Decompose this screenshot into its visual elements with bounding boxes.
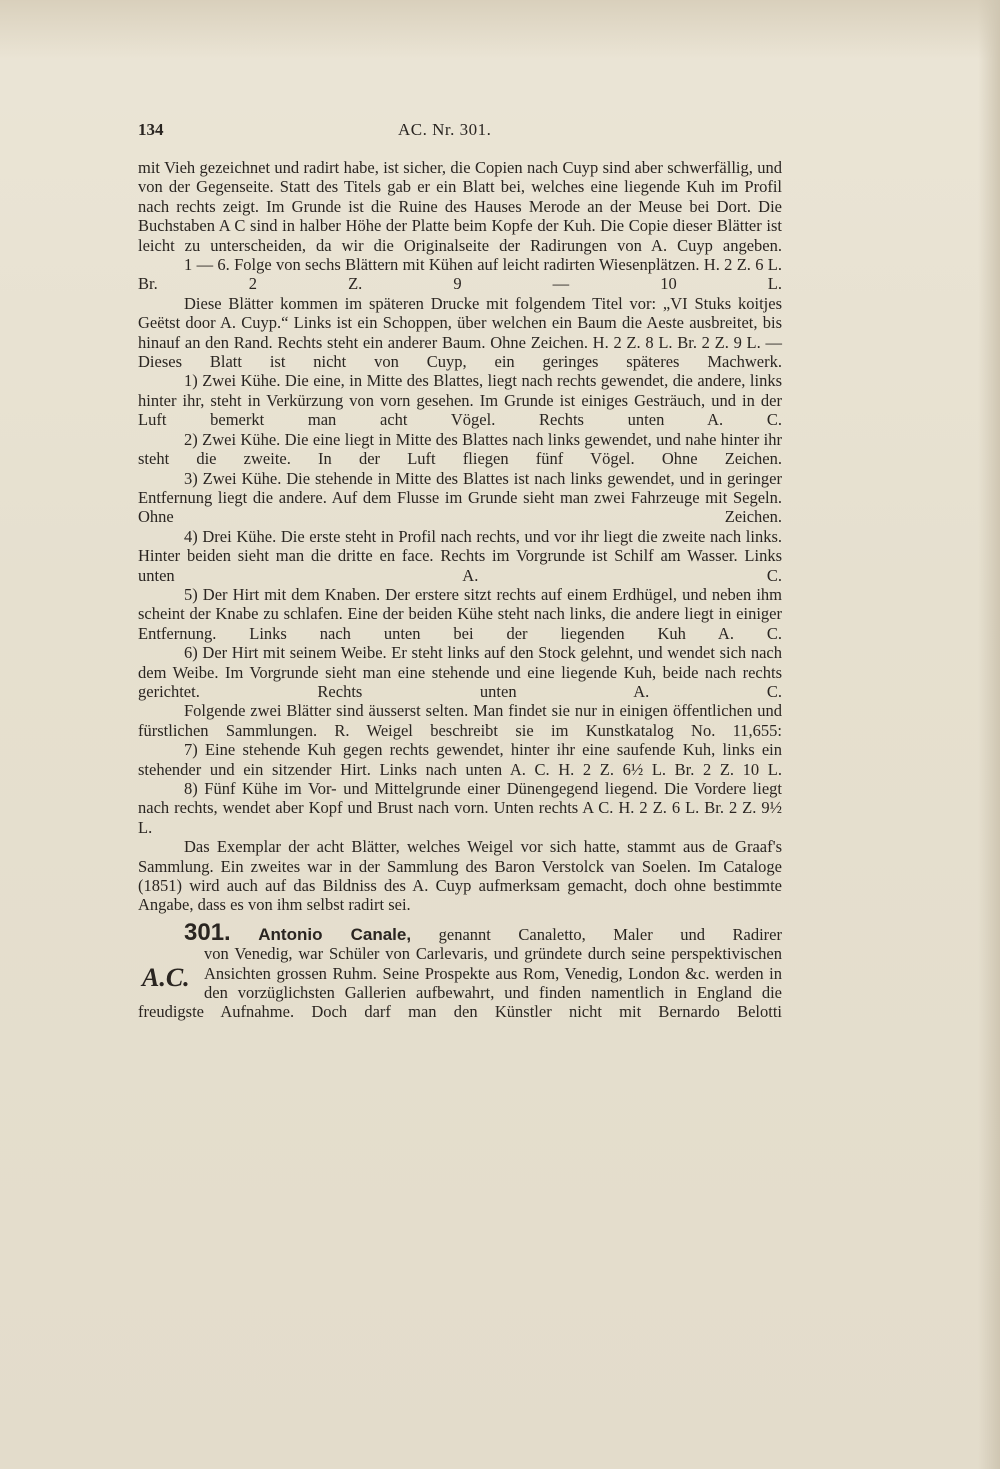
paragraph: 5) Der Hirt mit dem Knaben. Der erstere sitzt rechts auf einem Erdhügel, und neben ihm scheint der Knabe zu schlafen. Eine der beiden Kühe steht nach links, die andere liegt in einiger Entfernung. Links nach unten bei der liegenden Kuh A. C. — [138, 584, 782, 643]
paragraph: 3) Zwei Kühe. Die stehende in Mitte des Blattes ist nach links gewendet, und in geringer Entfernung liegt die andere. Auf dem Flusse im Grunde sieht man zwei Fahrzeuge mit Segeln. Ohne Zeichen. — [138, 468, 782, 527]
paragraph: 7) Eine stehende Kuh gegen rechts gewendet, hinter ihr eine saufende Kuh, links ein stehender und ein sitzender Hirt. Links nach unten A. C. H. 2 Z. 6½ L. Br. 2 Z. 10 L. — [138, 740, 782, 779]
page-number: 134 — [138, 120, 164, 139]
entry-301 — [138, 918, 782, 1022]
paragraph: 2) Zwei Kühe. Die eine liegt in Mitte des Blattes nach links gewendet, und nahe hinter ihr steht die zweite. In der Luft fliegen fünf Vögel. Ohne Zeichen. — [138, 429, 782, 469]
running-head: AC. Nr. 301. — [398, 120, 492, 139]
entry-name: Antonio Canale, — [258, 924, 412, 944]
paragraph: 1) Zwei Kühe. Die eine, in Mitte des Blattes, liegt nach rechts gewendet, die andere, links hinter ihr, steht in Verkürzung von vorn gesehen. Im Grunde ist einiges Gesträuch, und in der Luft bemerkt man acht Vögel. Rechts unten A. C. — [138, 371, 782, 430]
paragraph: Diese Blätter kommen im späteren Drucke mit folgendem Titel vor: „VI Stuks koitjes Geëtst door A. Cuyp.“ Links ist ein Schoppen, über welchen ein Baum die Aeste ausbreitet, bis hinauf an den Rand. Rechts steht ein anderer Baum. Ohne Zeichen. H. 2 Z. 8 L. Br. 2 Z. 9 L. — Dieses Blatt ist nicht von Cuyp, ein geringes späteres Machwerk. — [138, 293, 782, 372]
scan-shadow-top — [0, 0, 1000, 60]
entry-heading — [138, 918, 782, 946]
body-text — [138, 158, 782, 1022]
paragraph: Das Exemplar der acht Blätter, welches Weigel vor sich hatte, stammt aus de Graaf's Sammlung. Ein zweites war in der Sammlung des Baron Verstolck van Soelen. Im Cataloge (1851) wird auch auf das Bildniss des A. Cuyp aufmerksam gemacht, doch ohne bestimmte Angabe, dass es von ihm selbst radirt sei. — [138, 837, 782, 915]
entry-body: von Venedig, war Schüler von Carlevaris, und gründete durch seine perspektivischen Ansichten grossen Ruhm. Seine Prospekte aus Rom, Venedig, London &c. werden in den vorzüglichsten Gallerien aufbewahrt, und finden namentlich in England die freudigste Aufnahme. Doch darf man den Künstler nicht mit Bernardo Belotti — [138, 944, 782, 1022]
paragraph: Folgende zwei Blätter sind äusserst selten. Man findet sie nur in einigen öffentlichen und fürstlichen Sammlungen. R. Weigel beschreibt sie im Kunstkatalog No. 11,655: — [138, 701, 782, 740]
entry-first-line: genannt Canaletto, Maler und Radirer — [438, 924, 782, 944]
paragraph: mit Vieh gezeichnet und radirt habe, ist sicher, die Copien nach Cuyp sind aber schwerfällig, und von der Gegenseite. Statt des Titels gab er ein Blatt bei, welches eine liegende Kuh im Profil nach rechts zeigt. Im Grunde ist die Ruine des Hauses Merode an der Meuse bei Dort. Die Buchstaben A C sind in halber Höhe der Platte beim Kopfe der Kuh. Die Copie dieser Blätter ist leicht zu unterscheiden, da wir die Originalseite der Radirungen von A. Cuyp angeben. — [138, 158, 782, 255]
paragraph: 4) Drei Kühe. Die erste steht in Profil nach rechts, und vor ihr liegt die zweite nach links. Hinter beiden sieht man die dritte en face. Rechts im Vorgrunde ist Schilf am Wasser. Links unten A. C. — [138, 526, 782, 585]
entry-number: 301. — [184, 918, 231, 946]
monogram: A.C. — [142, 963, 190, 993]
paragraph: 8) Fünf Kühe im Vor- und Mittelgrunde einer Dünengegend liegend. Die Vordere liegt nach rechts, wendet aber Kopf und Brust nach vorn. Unten rechts A C. H. 2 Z. 6 L. Br. 2 Z. 9½ L. — [138, 779, 782, 837]
paragraph: 6) Der Hirt mit seinem Weibe. Er steht links auf den Stock gelehnt, und wendet sich nach dem Weibe. Im Vorgrunde sieht man eine stehende und eine liegende Kuh, beide nach rechts gerichtet. Rechts unten A. C. — [138, 643, 782, 701]
paragraph: 1 — 6. Folge von sechs Blättern mit Kühen auf leicht radirten Wiesenplätzen. H. 2 Z. 6 L. Br. 2 Z. 9 — 10 L. — [138, 255, 782, 294]
page-header — [138, 120, 788, 144]
scan-shadow-right — [978, 0, 1000, 1469]
